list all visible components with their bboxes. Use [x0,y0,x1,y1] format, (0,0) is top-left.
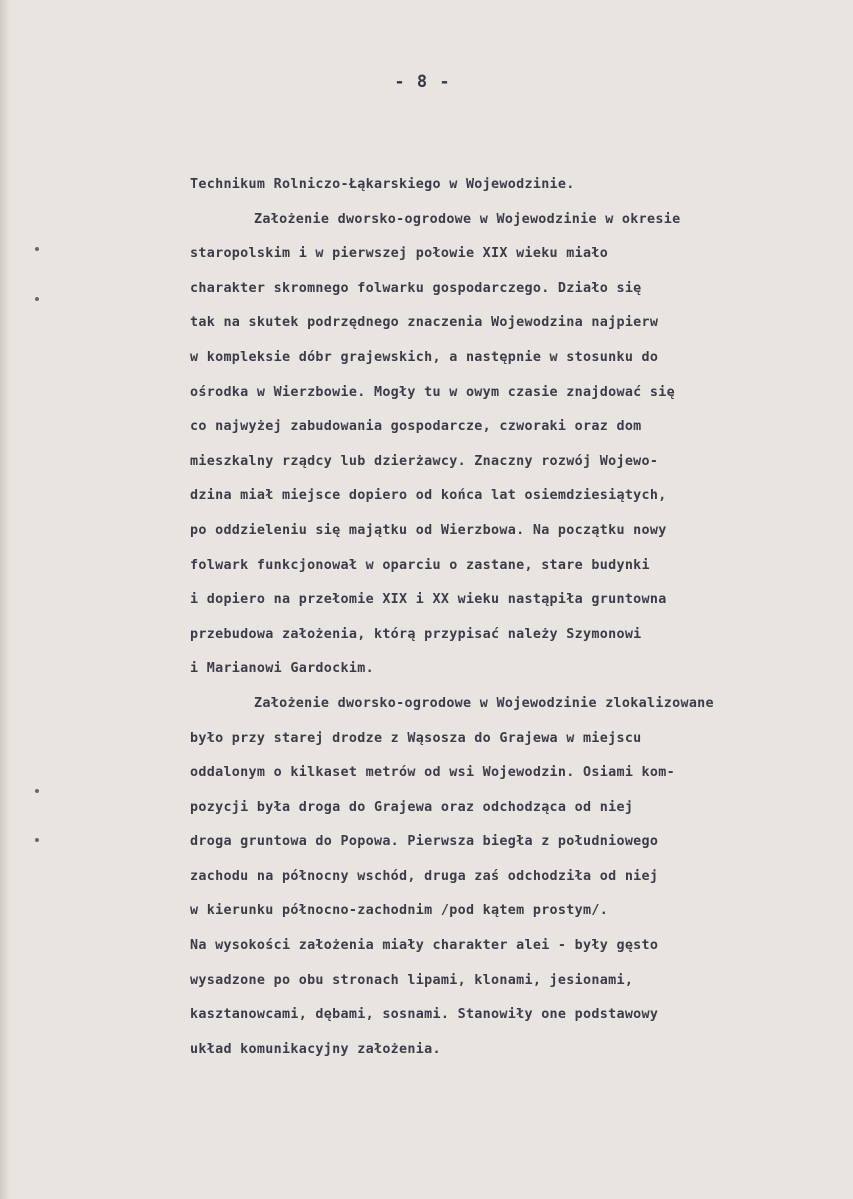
text-line: charakter skromnego folwarku gospodarczego. Działo się [190,280,642,296]
text-line: ośrodka w Wierzbowie. Mogły tu w owym czasie znajdować się [190,384,675,400]
page-number: - 8 - [394,72,451,92]
binding-hole-mark [35,789,39,793]
text-line: po oddzieleniu się majątku od Wierzbowa. Na początku nowy [190,522,667,538]
binding-hole-mark [35,297,39,301]
text-line: kasztanowcami, dębami, sosnami. Stanowiły one podstawowy [190,1007,659,1023]
text-line: wysadzone po obu stronach lipami, klonami, jesionami, [190,972,634,988]
text-line: tak na skutek podrzędnego znaczenia Wojewodzina najpierw [190,315,659,331]
text-line: zachodu na północny wschód, druga zaś odchodziła od niej [190,868,659,884]
text-line: staropolskim i w pierwszej połowie XIX wieku miało [190,246,609,262]
text-line: droga gruntowa do Popowa. Pierwsza biegła z południowego [190,834,659,850]
text-line: Technikum Rolniczo-Łąkarskiego w Wojewodzinie. [190,177,575,192]
text-line: mieszkalny rządcy lub dzierżawcy. Znaczny rozwój Wojewo- [190,453,659,469]
text-line: co najwyżej zabudowania gospodarcze, czworaki oraz dom [190,419,642,435]
text-line: i Marianowi Gardockim. [190,661,374,677]
text-line: pozycji była droga do Grajewa oraz odchodząca od niej [190,799,634,815]
binding-hole-mark [35,838,39,842]
text-line: przebudowa założenia, którą przypisać należy Szymonowi [190,626,642,642]
binding-hole-mark [35,247,39,251]
body-text [190,171,850,1070]
text-line: układ komunikacyjny założenia. [190,1041,441,1057]
text-line: w kierunku północno-zachodnim /pod kątem prostym/. [190,903,609,919]
page-edge-shadow [0,0,10,1199]
text-line: Na wysokości założenia miały charakter alei - były gęsto [190,938,659,954]
text-line: było przy starej drodze z Wąsosza do Grajewa w miejscu [190,730,642,746]
text-line: oddalonym o kilkaset metrów od wsi Wojewodzin. Osiami kom- [190,765,675,781]
text-line: Założenie dworsko-ogrodowe w Wojewodzinie w okresie [254,211,681,227]
text-line: folwark funkcjonował w oparciu o zastane, stare budynki [190,557,650,573]
text-line: w kompleksie dóbr grajewskich, a następnie w stosunku do [190,349,659,365]
text-line: dzina miał miejsce dopiero od końca lat osiemdziesiątych, [190,488,667,504]
text-line: i dopiero na przełomie XIX i XX wieku nastąpiła gruntowna [190,592,667,608]
text-line: Założenie dworsko-ogrodowe w Wojewodzinie zlokalizowane [254,695,714,711]
